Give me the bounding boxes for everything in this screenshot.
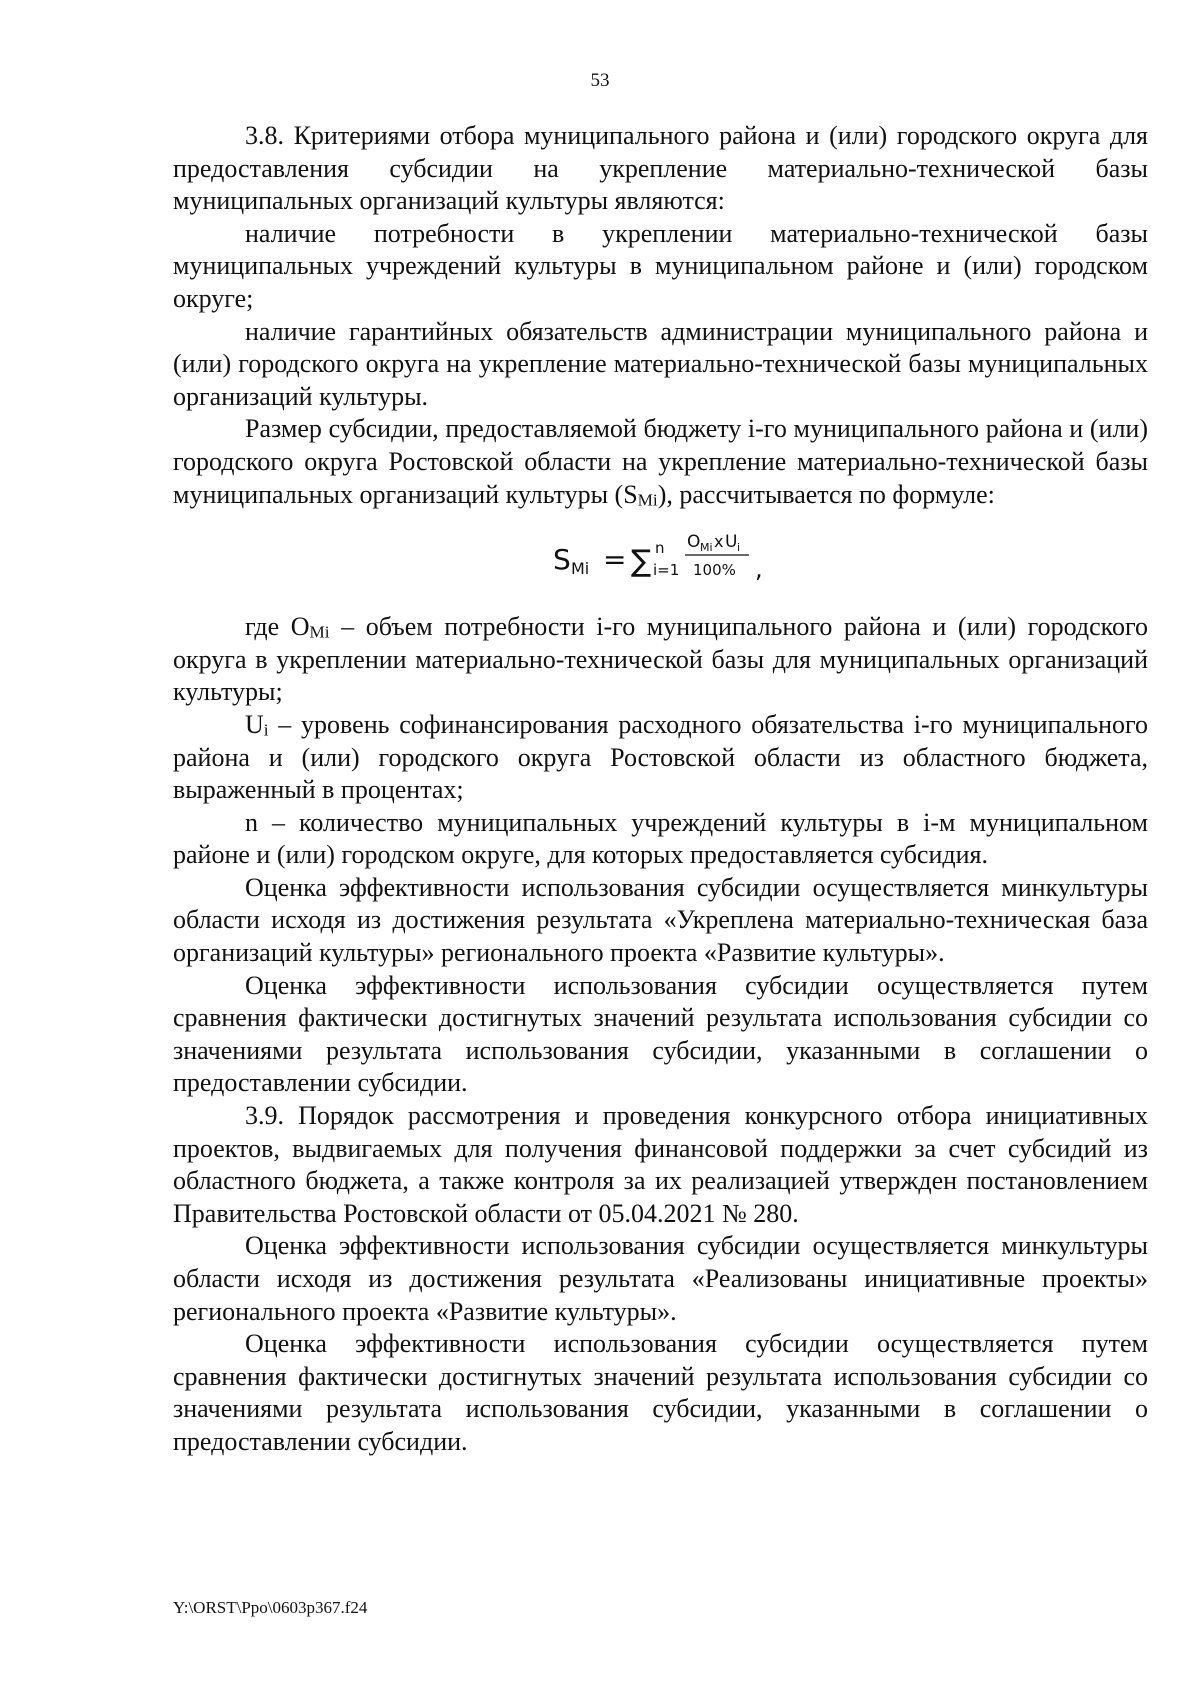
paragraph-guarantee-criterion: наличие гарантийных обязательств администрации муниципального района и (или) городского округа на укрепление материально-технической базы муниципальных организаций культуры.: [173, 316, 1148, 411]
formula-trailing-comma: ,: [755, 555, 763, 584]
definition-omi-text: где O: [245, 612, 310, 642]
formula-sigma: ∑: [631, 544, 652, 580]
paragraph-efficiency-comparison-2: Оценка эффективности использования субсидии осуществляется путем сравнения фактически достигнутых значений результата использования субсидии со значениями результата использования субсидии, указанными в соглашении о предоставлении субсидии.: [173, 1329, 1148, 1456]
definition-ui-symbol: U: [245, 709, 264, 739]
definition-ui-subscript: i: [263, 720, 269, 740]
paragraph-efficiency-comparison-1: Оценка эффективности использования субсидии осуществляется путем сравнения фактически достигнутых значений результата использования субсидии со значениями результата использования субсидии, указанными в соглашении о предоставлении субсидии.: [173, 970, 1148, 1098]
formula-denominator: 100%: [693, 561, 736, 580]
definition-omi-subscript: Mi: [309, 622, 330, 642]
page-number: 53: [590, 70, 610, 91]
subsidy-size-text-end: ), рассчитывается по формуле:: [657, 479, 995, 509]
definition-ui-text: – уровень софинансирования расходного обязательства i-го муниципального района и (или) городского округа Ростовской области из областного бюджета, выраженный в процентах;: [173, 709, 1148, 805]
formula-numerator-x: x: [714, 532, 724, 552]
paragraph-subsidy-size: [173, 413, 1148, 511]
formula-graphic: [553, 525, 793, 591]
definition-omi-text-end: – объем потребности i-го муниципального района и (или) городского округа в укреплении материально-технической базы для муниципальных организаций культуры;: [173, 612, 1148, 707]
paragraph-3-9: 3.9. Порядок рассмотрения и проведения конкурсного отбора инициативных проектов, выдвигаемых для получения финансовой поддержки за счет субсидий из областного бюджета, а также контроля за их реализацией утвержден постановлением Правительства Ростовской области от 05.04.2021 № 280.: [173, 1101, 1148, 1228]
definition-n: n – количество муниципальных учреждений культуры в i-м муниципальном районе и (или) городском округе, для которых предоставляется субсидия.: [173, 807, 1148, 870]
formula-lhs: S: [553, 543, 571, 577]
formula-lower-limit: i=1: [653, 561, 680, 580]
subsidy-size-text: Размер субсидии, предоставляемой бюджету i-го муниципального района и (или) городского округа Ростовской области на укрепление материально-технической базы муниципальных организаций культуры (S: [173, 414, 1148, 509]
definition-ui: [173, 709, 1148, 807]
formula-numerator-u: U: [725, 532, 738, 553]
formula-upper-limit: n: [655, 539, 665, 558]
subsidy-formula: [173, 525, 1148, 591]
formula-lhs-subscript: Mi: [571, 559, 590, 579]
paragraph-3-8: 3.8. Критериями отбора муниципального района и (или) городского округа для предоставления субсидии на укрепление материально-технической базы муниципальных организаций культуры являются:: [173, 121, 1148, 216]
formula-equals: =: [603, 543, 627, 577]
definition-omi: [173, 611, 1148, 709]
file-path-footer: Y:\ORST\Ppo\0603p367.f24: [173, 1598, 368, 1617]
formula-numerator-subscript-i: i: [737, 541, 741, 555]
paragraph-need-criterion: наличие потребности в укреплении материально-технической базы муниципальных учреждений культуры в муниципальном районе и (или) городском округе;: [173, 218, 1148, 313]
formula-numerator-subscript-mi: Mi: [700, 541, 713, 555]
paragraph-efficiency-assessment-2: Оценка эффективности использования субсидии осуществляется минкультуры области исходя из достижения результата «Реализованы инициативные проекты» регионального проекта «Развитие культуры».: [173, 1231, 1148, 1326]
formula-numerator-o: O: [687, 532, 701, 553]
subsidy-size-subscript: Mi: [637, 490, 658, 510]
paragraph-efficiency-assessment-1: Оценка эффективности использования субсидии осуществляется минкультуры области исходя из достижения результата «Укреплена материально-техническая база организаций культуры» регионального проекта «Развитие культуры».: [173, 872, 1148, 968]
